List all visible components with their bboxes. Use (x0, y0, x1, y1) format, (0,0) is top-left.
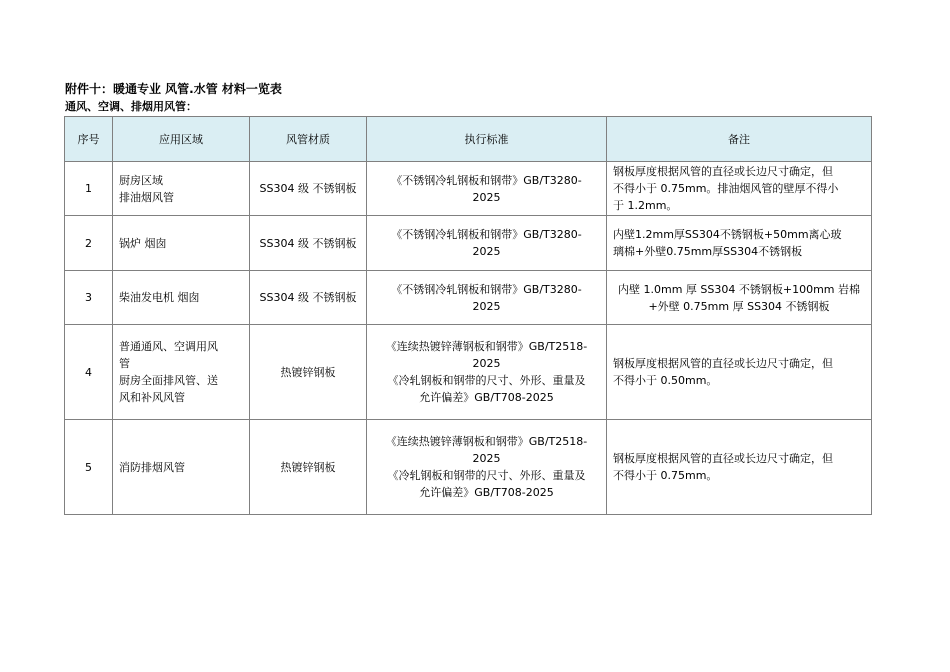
cell-line: 内壁1.2mm厚SS304不锈钢板+50mm离心玻 (613, 228, 842, 241)
table-row (65, 325, 872, 420)
cell-line: 2025 (472, 357, 501, 370)
cell-material: SS304 级 不锈钢板 (250, 271, 367, 325)
cell-standard (367, 162, 607, 216)
cell-line: 2025 (472, 190, 501, 204)
cell-line: 璃棉+外壁0.75mm厚SS304不锈钢板 (613, 245, 803, 258)
cell-area (113, 420, 250, 515)
cell-note (607, 420, 872, 515)
header-standard: 执行标准 (367, 117, 607, 162)
table-row (65, 162, 872, 216)
cell-no: 2 (65, 216, 113, 271)
cell-line: 《连续热镀锌薄钢板和钢带》GB/T2518- (385, 340, 588, 353)
header-material: 风管材质 (250, 117, 367, 162)
cell-line: 《不锈钢冷轧钢板和钢带》GB/T3280- (391, 282, 582, 296)
cell-material: 热镀锌钢板 (250, 325, 367, 420)
table-row (65, 420, 872, 515)
cell-note (607, 271, 872, 325)
cell-note (607, 325, 872, 420)
cell-line: 厨房区域 (119, 173, 163, 187)
cell-line: 排油烟风管 (119, 190, 174, 204)
table-row (65, 271, 872, 325)
header-note: 备注 (607, 117, 872, 162)
cell-line: 柴油发电机 烟囱 (119, 291, 200, 304)
cell-standard (367, 325, 607, 420)
section-subtitle: 通风、空调、排烟用风管： (65, 100, 197, 113)
cell-line: 钢板厚度根据风管的直径或长边尺寸确定，但 (613, 452, 833, 465)
cell-line: 厨房全面排风管、送 (119, 374, 218, 387)
cell-line: 消防排烟风管 (119, 460, 185, 474)
cell-material: 热镀锌钢板 (250, 420, 367, 515)
cell-no: 3 (65, 271, 113, 325)
cell-line: 2025 (472, 245, 501, 258)
cell-line: 于 1.2mm。 (613, 199, 678, 212)
cell-line: 钢板厚度根据风管的直径或长边尺寸确定，但 (613, 165, 833, 178)
page-title: 附件十：暖通专业 风管.水管 材料一览表 (65, 82, 282, 96)
cell-note (607, 162, 872, 216)
cell-standard (367, 216, 607, 271)
cell-line: 钢板厚度根据风管的直径或长边尺寸确定，但 (613, 357, 833, 370)
cell-no: 5 (65, 420, 113, 515)
cell-line: 不得小于 0.75mm。 (613, 469, 718, 482)
cell-no: 4 (65, 325, 113, 420)
cell-line: 《连续热镀锌薄钢板和钢带》GB/T2518- (385, 435, 588, 448)
table-row (65, 216, 872, 271)
cell-line: +外壁 0.75mm 厚 SS304 不锈钢板 (648, 299, 830, 313)
cell-line: 不得小于 0.75mm。排油烟风管的壁厚不得小 (613, 182, 839, 195)
cell-line: 风和补风风管 (119, 391, 185, 404)
cell-line: 允许偏差》GB/T708-2025 (419, 486, 554, 499)
cell-note (607, 216, 872, 271)
cell-standard (367, 271, 607, 325)
header-area: 应用区域 (113, 117, 250, 162)
header-no: 序号 (65, 117, 113, 162)
cell-line: 《冷轧钢板和钢带的尺寸、外形、重量及 (387, 374, 586, 387)
cell-standard (367, 420, 607, 515)
cell-area (113, 216, 250, 271)
cell-line: 内壁 1.0mm 厚 SS304 不锈钢板+100mm 岩棉 (617, 282, 860, 296)
cell-line: 《不锈钢冷轧钢板和钢带》GB/T3280- (391, 173, 582, 187)
cell-line: 普通通风、空调用风 (119, 340, 218, 353)
cell-line: 不得小于 0.50mm。 (613, 374, 718, 387)
cell-area (113, 325, 250, 420)
cell-line: 2025 (472, 299, 501, 313)
cell-line: 《不锈钢冷轧钢板和钢带》GB/T3280- (391, 228, 582, 241)
cell-line: 管 (119, 357, 130, 370)
cell-line: 锅炉 烟囱 (119, 236, 167, 250)
materials-table (64, 116, 872, 515)
cell-area (113, 271, 250, 325)
cell-line: 2025 (472, 452, 501, 465)
cell-area (113, 162, 250, 216)
cell-line: 《冷轧钢板和钢带的尺寸、外形、重量及 (387, 469, 586, 482)
cell-no: 1 (65, 162, 113, 216)
table-header-row (65, 117, 872, 162)
cell-line: 允许偏差》GB/T708-2025 (419, 391, 554, 404)
cell-material: SS304 级 不锈钢板 (250, 162, 367, 216)
cell-material: SS304 级 不锈钢板 (250, 216, 367, 271)
